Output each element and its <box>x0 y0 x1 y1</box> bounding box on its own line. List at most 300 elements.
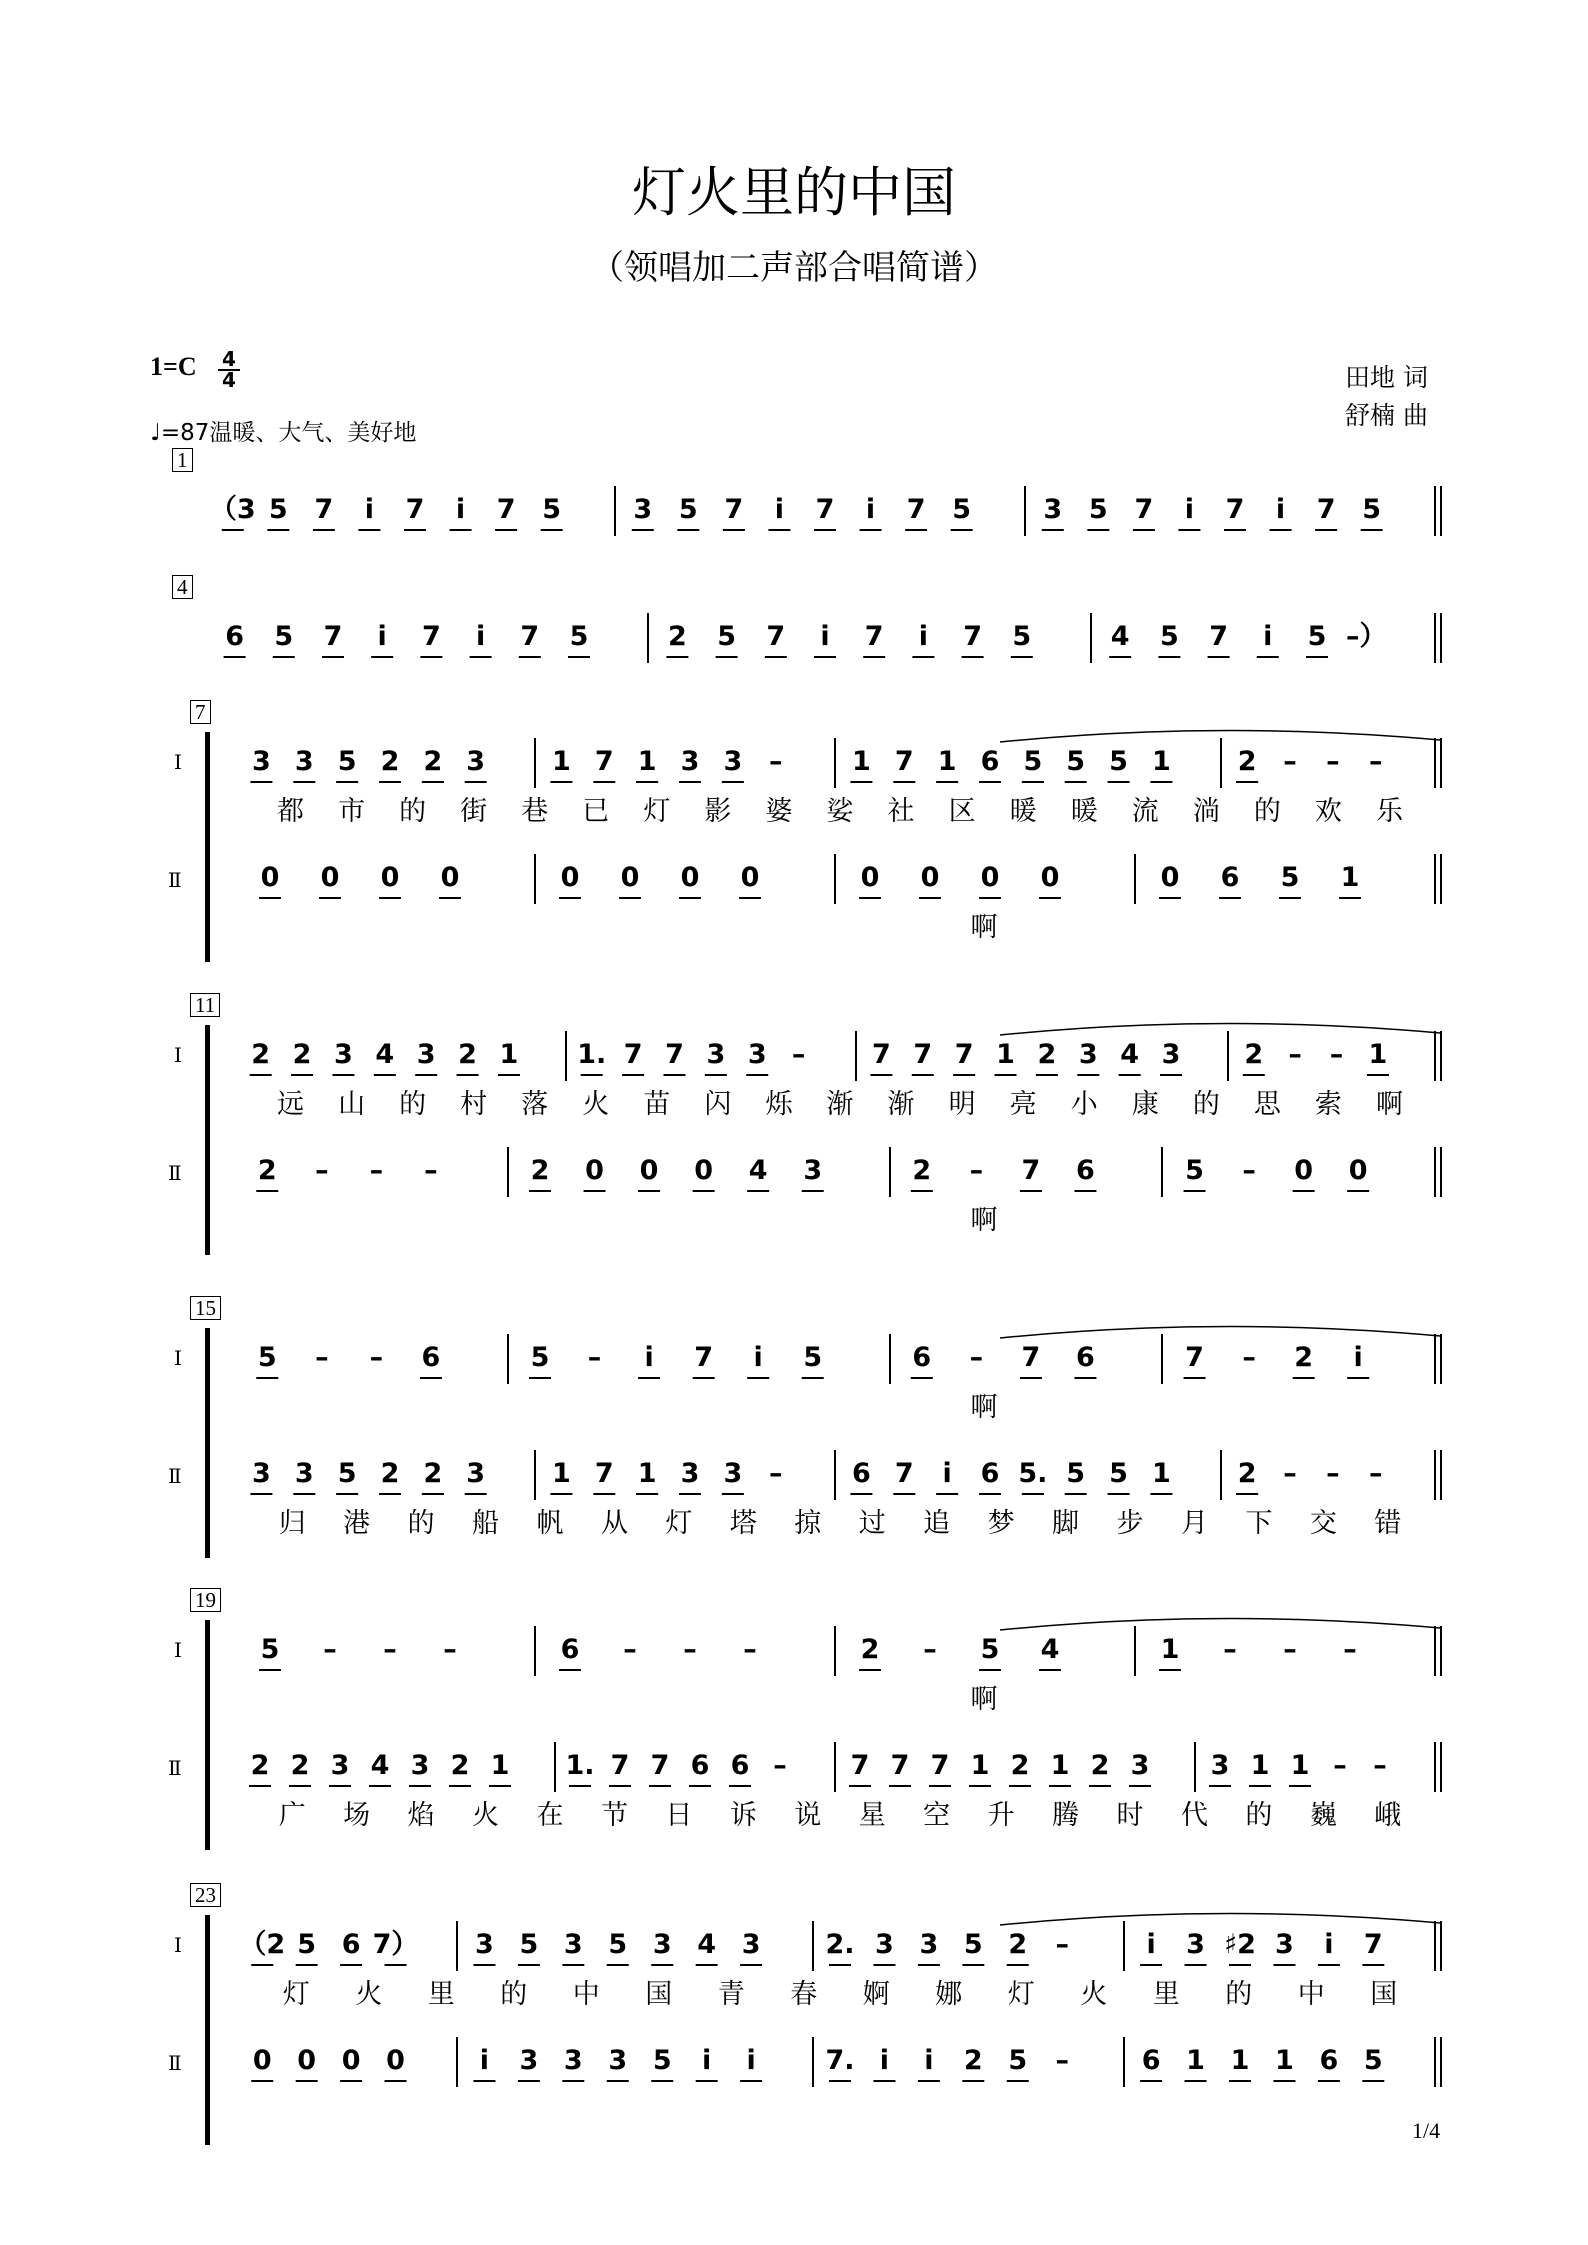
barline <box>456 1921 458 1971</box>
note: – <box>791 1039 806 1070</box>
lyric-syllable: 空 <box>923 1800 951 1831</box>
barline <box>889 1334 891 1384</box>
note: 1 <box>552 1458 571 1489</box>
lyric-syllable: 村 <box>460 1089 488 1120</box>
note: – <box>1223 1634 1237 1665</box>
lyric-syllable: 中 <box>1297 1979 1325 2010</box>
note: – <box>768 1458 783 1489</box>
lyric-syllable: 灯 <box>665 1508 693 1539</box>
note: – <box>969 1155 984 1186</box>
note: – <box>623 1634 637 1665</box>
note: 5 <box>1109 1458 1128 1489</box>
note: 7 <box>520 621 540 652</box>
note: – <box>369 1342 384 1373</box>
note: 0 <box>980 862 1000 893</box>
note: 7 <box>1134 494 1154 525</box>
note: – <box>1055 2045 1069 2076</box>
note: – <box>773 1750 787 1781</box>
barline <box>1434 1742 1436 1792</box>
note: 7 <box>421 621 441 652</box>
note: 5 <box>274 621 294 652</box>
note: – <box>1283 1634 1297 1665</box>
note: 0 <box>860 862 880 893</box>
lyric-syllable: 流 <box>1131 796 1159 827</box>
note: i <box>879 2045 890 2076</box>
barline <box>1434 1921 1436 1971</box>
note: 6 <box>690 1750 710 1781</box>
part-label-one: Ⅰ <box>174 1348 182 1370</box>
note: 1 <box>996 1039 1015 1070</box>
note: （3 <box>209 494 256 525</box>
end-barline <box>1440 1626 1442 1676</box>
barline <box>834 1742 836 1792</box>
page-number: 1/4 <box>1412 2118 1441 2143</box>
note: 5. <box>1018 1458 1048 1489</box>
barline <box>554 1742 556 1792</box>
note: –） <box>1345 621 1387 652</box>
barline <box>1220 738 1222 788</box>
note: i <box>1146 1929 1156 1960</box>
lyric-syllable: 的 <box>399 1089 427 1120</box>
note: – <box>443 1634 457 1665</box>
barline <box>1434 486 1436 536</box>
barline <box>834 1626 836 1676</box>
barline <box>534 1450 536 1500</box>
lyric-syllable: 的 <box>1253 796 1281 827</box>
note: 2 <box>1294 1342 1314 1373</box>
note: 6 <box>1141 2045 1161 2076</box>
note: 1 <box>1340 862 1360 893</box>
lyric-syllable: 乐 <box>1375 796 1403 827</box>
note: 0 <box>920 862 940 893</box>
note: i <box>377 621 387 652</box>
note: 3 <box>875 1929 894 1960</box>
note: 0 <box>740 862 760 893</box>
note: 0 <box>297 2045 317 2076</box>
note: i <box>820 621 830 652</box>
lyric-syllable: 山 <box>338 1089 366 1120</box>
note: 3 <box>252 746 271 777</box>
slur-mark <box>1000 1023 1440 1035</box>
lyric-syllable: 亮 <box>1009 1089 1037 1120</box>
note: 3 <box>466 1458 486 1489</box>
note: 0 <box>1348 1155 1368 1186</box>
note: 2 <box>1037 1039 1057 1070</box>
note: – <box>315 1342 329 1373</box>
note: – <box>683 1634 697 1665</box>
note: 0 <box>252 2045 272 2076</box>
end-barline <box>1440 1031 1442 1081</box>
note: 6 <box>1076 1155 1095 1186</box>
part-bracket <box>205 732 210 962</box>
lyric-syllable: 小 <box>1070 1089 1098 1120</box>
lyric-syllable: 港 <box>343 1508 371 1539</box>
note: 7 <box>1185 1342 1204 1373</box>
lyric-syllable: 淌 <box>1192 796 1220 827</box>
lyric-syllable: 灯 <box>1007 1979 1035 2010</box>
note: i <box>702 2045 712 2076</box>
note: 0 <box>585 1155 604 1186</box>
note: 2 <box>250 1750 270 1781</box>
part-label-two: Ⅱ <box>168 1163 182 1185</box>
note: 2 <box>667 621 687 652</box>
note: 1 <box>1275 2045 1294 2076</box>
lyric-syllable: 时 <box>1116 1800 1144 1831</box>
note: 7 <box>963 621 982 652</box>
note: 7. <box>825 2045 855 2076</box>
note: 0 <box>694 1155 714 1186</box>
note: 5 <box>963 1929 983 1960</box>
lyric-syllable: 帆 <box>536 1508 564 1539</box>
lyric-syllable: 明 <box>948 1089 976 1120</box>
note: 4 <box>370 1750 390 1781</box>
note: – <box>1343 1634 1357 1665</box>
note: 7 <box>930 1750 950 1781</box>
note: – <box>424 1155 438 1186</box>
barline <box>834 854 836 904</box>
note: 3 <box>1186 1929 1205 1960</box>
note: 3 <box>519 2045 539 2076</box>
lyric-syllable: 索 <box>1314 1089 1342 1120</box>
note: 3 <box>919 1929 939 1960</box>
note: 3 <box>803 1155 823 1186</box>
barline <box>1434 613 1436 663</box>
note: 3 <box>334 1039 353 1070</box>
note: 5 <box>652 2045 672 2076</box>
note: 2 <box>1008 1929 1028 1960</box>
lyric-syllable: 的 <box>500 1979 528 2010</box>
note: 3 <box>723 746 743 777</box>
barline <box>1434 854 1436 904</box>
note: 7 <box>405 494 425 525</box>
note: – <box>1368 1458 1383 1489</box>
note: 5 <box>1363 2045 1383 2076</box>
note: 1. <box>565 1750 595 1781</box>
barline <box>1434 1147 1436 1197</box>
note: 5 <box>1185 1155 1204 1186</box>
part-label-two: Ⅱ <box>168 1758 182 1780</box>
lyric-syllable: 国 <box>645 1979 673 2010</box>
note: 6 <box>1076 1342 1095 1373</box>
measure-number: 23 <box>190 1883 221 1907</box>
barline <box>1134 1626 1136 1676</box>
barline <box>614 486 616 536</box>
note: 7 <box>1316 494 1336 525</box>
note: i <box>918 621 929 652</box>
note: – <box>1329 1039 1344 1070</box>
note: 5 <box>519 1929 539 1960</box>
note: 1 <box>1290 1750 1310 1781</box>
note: 5 <box>608 1929 628 1960</box>
lyric-syllable: 烁 <box>765 1089 793 1120</box>
note: 0 <box>380 862 400 893</box>
note: 6 <box>1319 2045 1339 2076</box>
note: 1 <box>1230 2045 1250 2076</box>
note: 0 <box>386 2045 405 2076</box>
note: 3 <box>1210 1750 1230 1781</box>
note: 7 <box>906 494 926 525</box>
note: 6 <box>980 1458 1000 1489</box>
note: – <box>1242 1342 1256 1373</box>
note: 5 <box>803 1342 823 1373</box>
note: 7 <box>623 1039 643 1070</box>
note: – <box>1283 1458 1297 1489</box>
note: 5 <box>1109 746 1128 777</box>
end-barline <box>1440 854 1442 904</box>
barline <box>1220 1450 1222 1500</box>
note: 5 <box>1012 621 1032 652</box>
part-label-two: Ⅱ <box>168 870 182 892</box>
note: i <box>865 494 876 525</box>
note: 7 <box>850 1750 870 1781</box>
lyric-syllable: 影 <box>704 796 732 827</box>
note: 7 <box>1209 621 1228 652</box>
barline <box>565 1031 567 1081</box>
note: 2 <box>1090 1750 1110 1781</box>
note: 1 <box>499 1039 519 1070</box>
note: 5 <box>297 1929 317 1960</box>
barline <box>534 854 536 904</box>
note: 5 <box>717 621 736 652</box>
lyric-syllable: 中 <box>572 1979 600 2010</box>
note: 7 <box>724 494 744 525</box>
note: 3 <box>252 1458 271 1489</box>
slur-mark <box>1000 1618 1440 1630</box>
lyric-syllable: 火 <box>472 1800 500 1831</box>
lyric-syllable: 渐 <box>887 1089 915 1120</box>
note: 1 <box>937 746 957 777</box>
note: – <box>1288 1039 1302 1070</box>
lyric-syllable: 啊 <box>970 1205 998 1236</box>
note: 0 <box>260 862 280 893</box>
note: 0 <box>341 2045 361 2076</box>
lyric-syllable: 娜 <box>935 1979 963 2010</box>
lyric-syllable: 交 <box>1309 1508 1337 1539</box>
note: i <box>475 621 486 652</box>
part-bracket <box>205 1915 210 2145</box>
note: 7 <box>694 1342 714 1373</box>
lyric-syllable: 步 <box>1116 1508 1144 1539</box>
note: – <box>587 1342 602 1373</box>
note: 5 <box>337 1458 357 1489</box>
note: i <box>479 2045 490 2076</box>
note: 0 <box>1294 1155 1314 1186</box>
part-label-one: Ⅰ <box>174 1045 182 1067</box>
slur-mark <box>1000 1326 1440 1338</box>
lyric-syllable: 思 <box>1253 1089 1281 1120</box>
note: 7 <box>1225 494 1245 525</box>
note: 7 <box>650 1750 670 1781</box>
note: 2 <box>1237 746 1257 777</box>
end-barline <box>1440 1450 1442 1500</box>
note: – <box>1055 1929 1069 1960</box>
note: i <box>455 494 466 525</box>
note: 2 <box>292 1039 312 1070</box>
lyric-syllable: 灯 <box>282 1979 310 2010</box>
barline <box>834 1450 836 1500</box>
barline <box>1161 1334 1163 1384</box>
key-signature: 1=C <box>150 352 197 381</box>
note: 0 <box>639 1155 659 1186</box>
lyric-syllable: 的 <box>1245 1800 1273 1831</box>
lyric-syllable: 婆 <box>765 796 793 827</box>
note: 3 <box>652 1929 672 1960</box>
lyric-syllable: 娑 <box>826 796 854 827</box>
note: 2 <box>423 746 443 777</box>
lyric-syllable: 下 <box>1245 1508 1273 1539</box>
note: （2 <box>239 1929 286 1960</box>
note: 0 <box>680 862 700 893</box>
note: 5 <box>1008 2045 1028 2076</box>
note: 7 <box>610 1750 630 1781</box>
note: i <box>644 1342 654 1373</box>
composer-credit: 舒楠 曲 <box>1345 401 1428 430</box>
note: 4 <box>748 1155 768 1186</box>
note: 2 <box>530 1155 550 1186</box>
meter-top: 4 <box>222 347 236 371</box>
page-title: 灯火里的中国 <box>632 161 956 224</box>
lyric-syllable: 区 <box>948 796 976 827</box>
lyric-syllable: 日 <box>665 1800 693 1831</box>
note: 3 <box>330 1750 350 1781</box>
barline <box>647 613 649 663</box>
note: 5 <box>1088 494 1108 525</box>
barline <box>507 1334 509 1384</box>
lyric-syllable: 火 <box>1080 1979 1108 2010</box>
note: – <box>1373 1750 1387 1781</box>
lyric-syllable: 巷 <box>521 796 549 827</box>
note: 3 <box>723 1458 743 1489</box>
note: 5 <box>678 494 698 525</box>
lyric-syllable: 欢 <box>1314 796 1342 827</box>
lyric-syllable: 里 <box>427 1979 455 2010</box>
note: 4 <box>375 1039 395 1070</box>
note: 4 <box>697 1929 717 1960</box>
note: i <box>1324 1929 1334 1960</box>
note: 2 <box>912 1155 932 1186</box>
lyric-syllable: 暖 <box>1009 796 1037 827</box>
note: 2 <box>1010 1750 1030 1781</box>
note: 5 <box>1307 621 1327 652</box>
measure-number: 4 <box>172 575 193 599</box>
note: 3 <box>563 1929 583 1960</box>
note: – <box>1326 746 1340 777</box>
note: 5 <box>1023 746 1043 777</box>
barline <box>889 1147 891 1197</box>
lyric-syllable: 已 <box>582 796 610 827</box>
note: 2 <box>380 746 400 777</box>
note: – <box>315 1155 329 1186</box>
note: 5 <box>980 1634 1000 1665</box>
lyric-syllable: 灯 <box>643 796 671 827</box>
part-bracket <box>205 1328 210 1558</box>
barline <box>834 738 836 788</box>
part-bracket <box>205 1025 210 1255</box>
lyric-syllable: 国 <box>1370 1979 1398 2010</box>
note: 4 <box>1040 1634 1060 1665</box>
note: 1. <box>577 1039 607 1070</box>
note: i <box>1184 494 1195 525</box>
note: 2 <box>1237 1458 1257 1489</box>
lyric-syllable: 都 <box>277 796 305 827</box>
measure-number: 1 <box>172 448 193 472</box>
note: 1 <box>637 746 657 777</box>
note: i <box>753 1342 763 1373</box>
note: – <box>383 1634 397 1665</box>
note: 2. <box>825 1929 855 1960</box>
note: 7 <box>594 746 614 777</box>
note: 6 <box>980 746 1000 777</box>
barline <box>1434 1031 1436 1081</box>
lyric-syllable: 啊 <box>970 1392 998 1423</box>
lyric-syllable: 火 <box>355 1979 383 2010</box>
lyric-syllable: 从 <box>600 1508 628 1539</box>
lyric-syllable: 脚 <box>1052 1508 1080 1539</box>
note: i <box>1275 494 1286 525</box>
note: 6 <box>912 1342 932 1373</box>
note: i <box>1353 1342 1363 1373</box>
lyric-syllable: 说 <box>794 1800 822 1831</box>
lyric-syllable: 船 <box>472 1508 500 1539</box>
note: 6 <box>225 621 244 652</box>
note: 5 <box>257 1342 277 1373</box>
note: 3 <box>608 2045 628 2076</box>
note: i <box>924 2045 934 2076</box>
measure-number: 11 <box>190 993 220 1017</box>
barline <box>534 1626 536 1676</box>
note: 3 <box>1161 1039 1181 1070</box>
note: 5 <box>1362 494 1382 525</box>
lyric-syllable: 广 <box>278 1800 306 1831</box>
lyric-syllable: 场 <box>343 1800 371 1831</box>
end-barline <box>1440 486 1442 536</box>
note: 3 <box>466 746 486 777</box>
note: 7 <box>1363 1929 1383 1960</box>
lyric-syllable: 里 <box>1152 1979 1180 2010</box>
note: 7 <box>871 1039 891 1070</box>
lyric-syllable: 闪 <box>704 1089 732 1120</box>
barline <box>1434 1334 1436 1384</box>
lyric-syllable: 啊 <box>970 912 998 943</box>
note: 1 <box>490 1750 510 1781</box>
lyric-syllable: 巍 <box>1309 1800 1337 1831</box>
note: 3 <box>741 1929 761 1960</box>
note: – <box>923 1634 937 1665</box>
note: – <box>1326 1458 1340 1489</box>
note: 3 <box>706 1039 726 1070</box>
note: 6 <box>341 1929 361 1960</box>
note: 4 <box>1110 621 1130 652</box>
barline <box>1227 1031 1229 1081</box>
slur-mark <box>1000 1913 1440 1925</box>
note: 5 <box>530 1342 550 1373</box>
note: i <box>746 2045 756 2076</box>
note: 5 <box>1159 621 1179 652</box>
lyricist-credit: 田地 词 <box>1345 363 1428 392</box>
note: 0 <box>320 862 340 893</box>
lyric-syllable: 啊 <box>1375 1089 1403 1120</box>
end-barline <box>1440 1147 1442 1197</box>
lyric-syllable: 追 <box>923 1508 951 1539</box>
note: 5 <box>952 494 972 525</box>
note: 3 <box>1078 1039 1098 1070</box>
note: – <box>969 1342 984 1373</box>
lyric-syllable: 塔 <box>729 1508 757 1539</box>
end-barline <box>1440 2037 1442 2087</box>
note: 3 <box>1043 494 1063 525</box>
note: 5 <box>1066 746 1086 777</box>
lyric-syllable: 归 <box>278 1508 306 1539</box>
